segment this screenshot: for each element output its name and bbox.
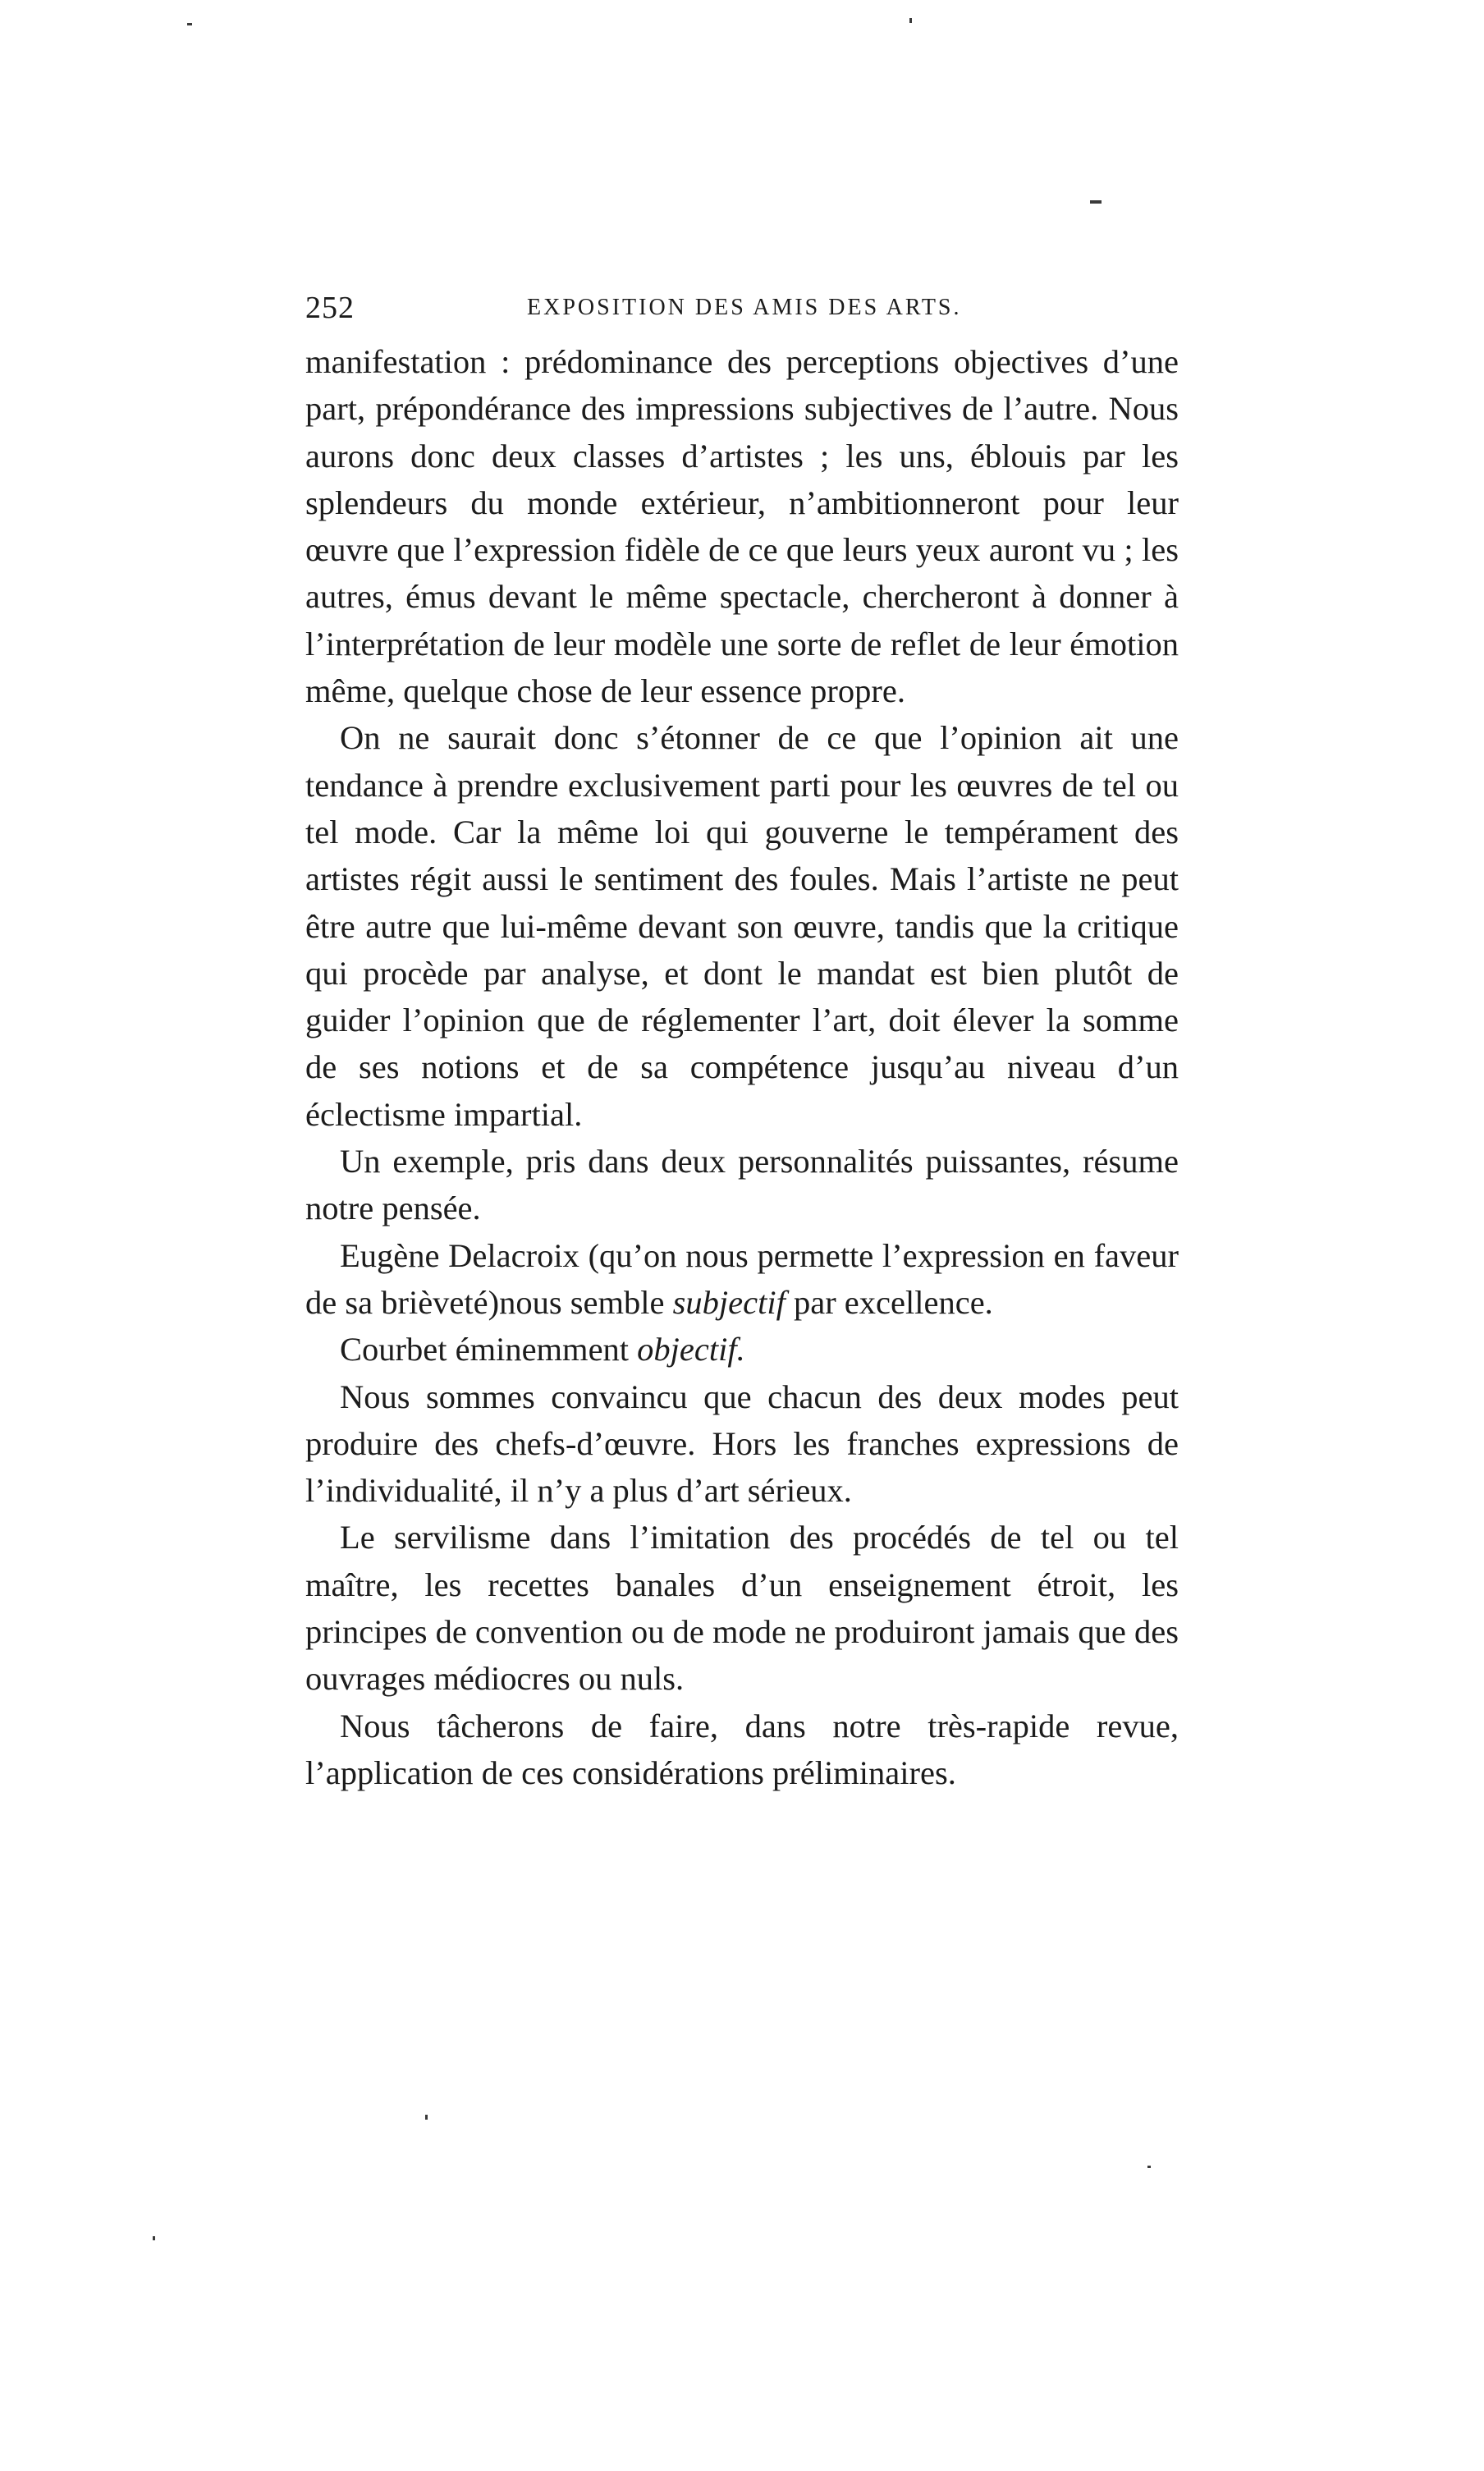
- scan-speck: [909, 18, 912, 23]
- paragraph-1: manifestation : prédominance des perceptions objectives d’une part, prépondérance des impressions subjectives de l’autre. Nous aurons donc deux classes d’artistes ; les uns, éblouis par les splendeurs du monde extérieur, n’ambitionneront pour leur œuvre que l’expression fidèle de ce que leurs yeux auront vu ; les autres, émus devant le même spectacle, chercheront à donner à l’interprétation de leur modèle une sorte de reflet de leur émotion même, quelque chose de leur essence propre.: [305, 343, 1179, 710]
- page-number: 252: [305, 291, 355, 325]
- paragraph-6: Nous sommes convaincu que chacun des deux modes peut produire des chefs-d’œuvre. Hors les franches expressions de l’individualité, il n’y a plus d’art sérieux.: [305, 1378, 1179, 1510]
- scan-speck: [425, 2115, 428, 2120]
- running-head: EXPOSITION DES AMIS DES ARTS.: [527, 295, 962, 320]
- paragraph-8: Nous tâcherons de faire, dans notre très-rapide revue, l’application de ces considérations préliminaires.: [305, 1707, 1179, 1791]
- scan-speck: [1147, 2166, 1151, 2168]
- page-header: [305, 287, 1179, 328]
- paragraph-2: On ne saurait donc s’étonner de ce que l’opinion ait une tendance à prendre exclusivement parti pour les œuvres de tel ou tel mode. Car la même loi qui gouverne le tempérament des artistes régit aussi le sentiment des foules. Mais l’artiste ne peut être autre que lui-même devant son œuvre, tandis que la critique qui procède par analyse, et dont le mandat est bien plutôt de guider l’opinion que de réglementer l’art, doit élever la somme de ses notions et de sa compétence jusqu’au niveau d’un éclectisme impartial.: [305, 719, 1179, 1133]
- paragraph-3: Un exemple, pris dans deux personnalités puissantes, résume notre pensée.: [305, 1143, 1179, 1227]
- paragraph-7: Le servilisme dans l’imitation des procédés de tel ou tel maître, les recettes banales d’un enseignement étroit, les principes de convention ou de mode ne produiront jamais que des ouvrages médiocres ou nuls.: [305, 1519, 1179, 1698]
- paragraph-5-italic: objectif.: [637, 1331, 745, 1368]
- body-text: [305, 338, 1179, 1796]
- paragraph-4-italic: subjectif: [672, 1283, 786, 1321]
- paragraph-5: [305, 1326, 1179, 1373]
- scan-speck: [187, 23, 192, 25]
- paragraph-4: [305, 1232, 1179, 1327]
- paragraph-5-text-start: Courbet éminemment: [340, 1331, 638, 1368]
- paragraph-4-text-end: par excellence.: [785, 1283, 993, 1321]
- paragraph-4-text-start: Eugène Delacroix (qu’on nous permette l’expression en faveur de sa brièveté)nous semble: [305, 1236, 1179, 1321]
- scan-speck: [153, 2236, 155, 2240]
- scan-speck: [1090, 200, 1102, 204]
